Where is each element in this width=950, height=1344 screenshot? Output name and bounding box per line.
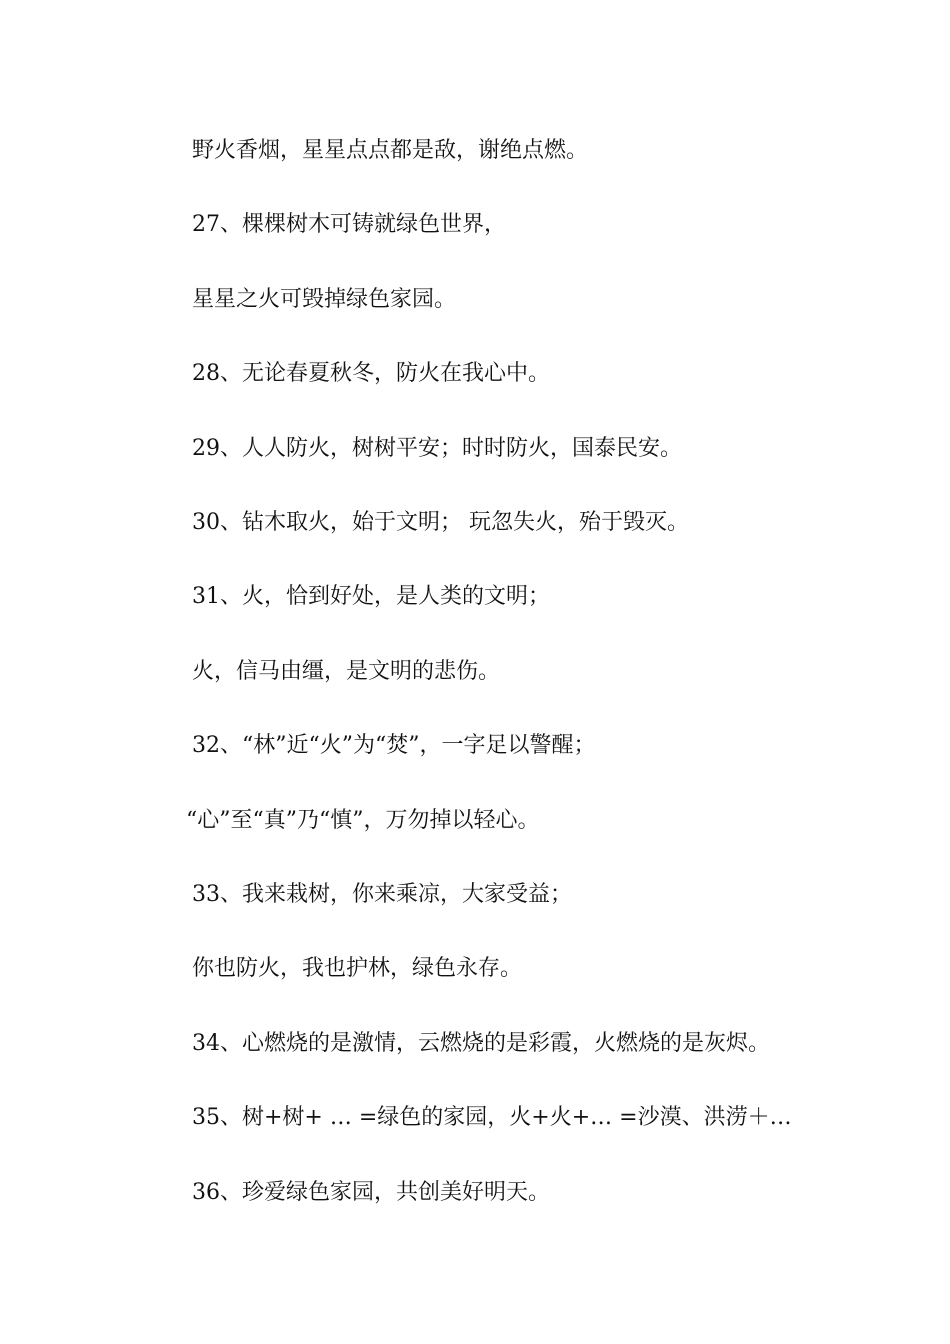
text-line: 34、心燃烧的是激情，云燃烧的是彩霞，火燃烧的是灰烬。 xyxy=(192,1031,770,1056)
text-line: 28、无论春夏秋冬，防火在我心中。 xyxy=(192,361,550,386)
text-line: 你也防火，我也护林，绿色永存。 xyxy=(192,956,523,981)
text-line: 31、火，恰到好处，是人类的文明； xyxy=(192,584,550,609)
text-line: 36、珍爱绿色家园，共创美好明天。 xyxy=(192,1180,550,1205)
text-line: 32、“林”近“火”为“焚”，一字足以警醒； xyxy=(192,733,596,758)
text-line: 火，信马由缰，是文明的悲伤。 xyxy=(192,659,501,684)
text-line: 33、我来栽树，你来乘凉，大家受益； xyxy=(192,882,572,907)
text-line: 星星之火可毁掉绿色家园。 xyxy=(192,287,457,312)
text-line: 29、人人防火，树树平安；时时防火，国泰民安。 xyxy=(192,436,682,461)
text-line: 野火香烟，星星点点都是敌，谢绝点燃。 xyxy=(192,138,589,163)
text-line: “心”至“真”乃“慎”，万勿掉以轻心。 xyxy=(186,808,540,833)
text-line: 30、钻木取火，始于文明； 玩忽失火，殆于毁灭。 xyxy=(192,510,689,535)
text-line: 35、树+树+ … =绿色的家园，火+火+… =沙漠、洪涝＋… xyxy=(192,1105,792,1130)
text-line: 27、棵棵树木可铸就绿色世界， xyxy=(192,212,506,237)
